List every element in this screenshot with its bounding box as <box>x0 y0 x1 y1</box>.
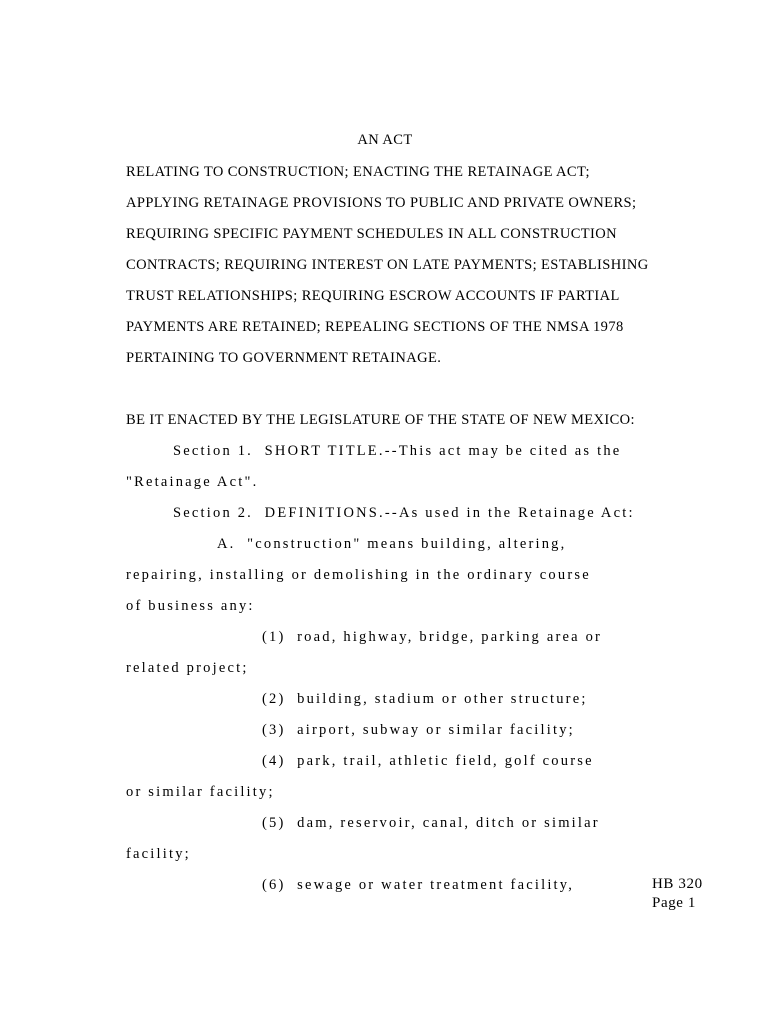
list-item-3: (3) airport, subway or similar facility; <box>262 722 575 738</box>
section-1-heading: Section 1. SHORT TITLE.--This act may be cited as the <box>173 443 622 459</box>
body-line: "Retainage Act". <box>126 474 259 490</box>
list-item-2: (2) building, stadium or other structure; <box>262 691 588 707</box>
bill-number: HB 320 <box>652 876 703 892</box>
body-line: related project; <box>126 660 249 676</box>
list-item-4: (4) park, trail, athletic field, golf course <box>262 753 594 769</box>
list-item-5: (5) dam, reservoir, canal, ditch or similar <box>262 815 600 831</box>
page-number: Page 1 <box>652 895 697 911</box>
section-2-heading: Section 2. DEFINITIONS.--As used in the Retainage Act: <box>173 505 635 521</box>
intro-line: RELATING TO CONSTRUCTION; ENACTING THE RETAINAGE ACT; <box>126 164 590 180</box>
body-line: facility; <box>126 846 191 862</box>
intro-line: TRUST RELATIONSHIPS; REQUIRING ESCROW ACCOUNTS IF PARTIAL <box>126 288 620 304</box>
intro-line: CONTRACTS; REQUIRING INTEREST ON LATE PAYMENTS; ESTABLISHING <box>126 257 649 273</box>
intro-line: PERTAINING TO GOVERNMENT RETAINAGE. <box>126 350 442 366</box>
body-line: of business any: <box>126 598 255 614</box>
act-title: AN ACT <box>357 132 413 148</box>
body-line: or similar facility; <box>126 784 275 800</box>
intro-line: REQUIRING SPECIFIC PAYMENT SCHEDULES IN ALL CONSTRUCTION <box>126 226 618 242</box>
list-item-6: (6) sewage or water treatment facility, <box>262 877 575 893</box>
intro-line: APPLYING RETAINAGE PROVISIONS TO PUBLIC AND PRIVATE OWNERS; <box>126 195 637 211</box>
subsection-a: A. "construction" means building, altering, <box>217 536 567 552</box>
body-line: repairing, installing or demolishing in the ordinary course <box>126 567 591 583</box>
list-item-1: (1) road, highway, bridge, parking area or <box>262 629 603 645</box>
intro-line: PAYMENTS ARE RETAINED; REPEALING SECTIONS OF THE NMSA 1978 <box>126 319 624 335</box>
enacting-clause: BE IT ENACTED BY THE LEGISLATURE OF THE STATE OF NEW MEXICO: <box>126 412 635 428</box>
